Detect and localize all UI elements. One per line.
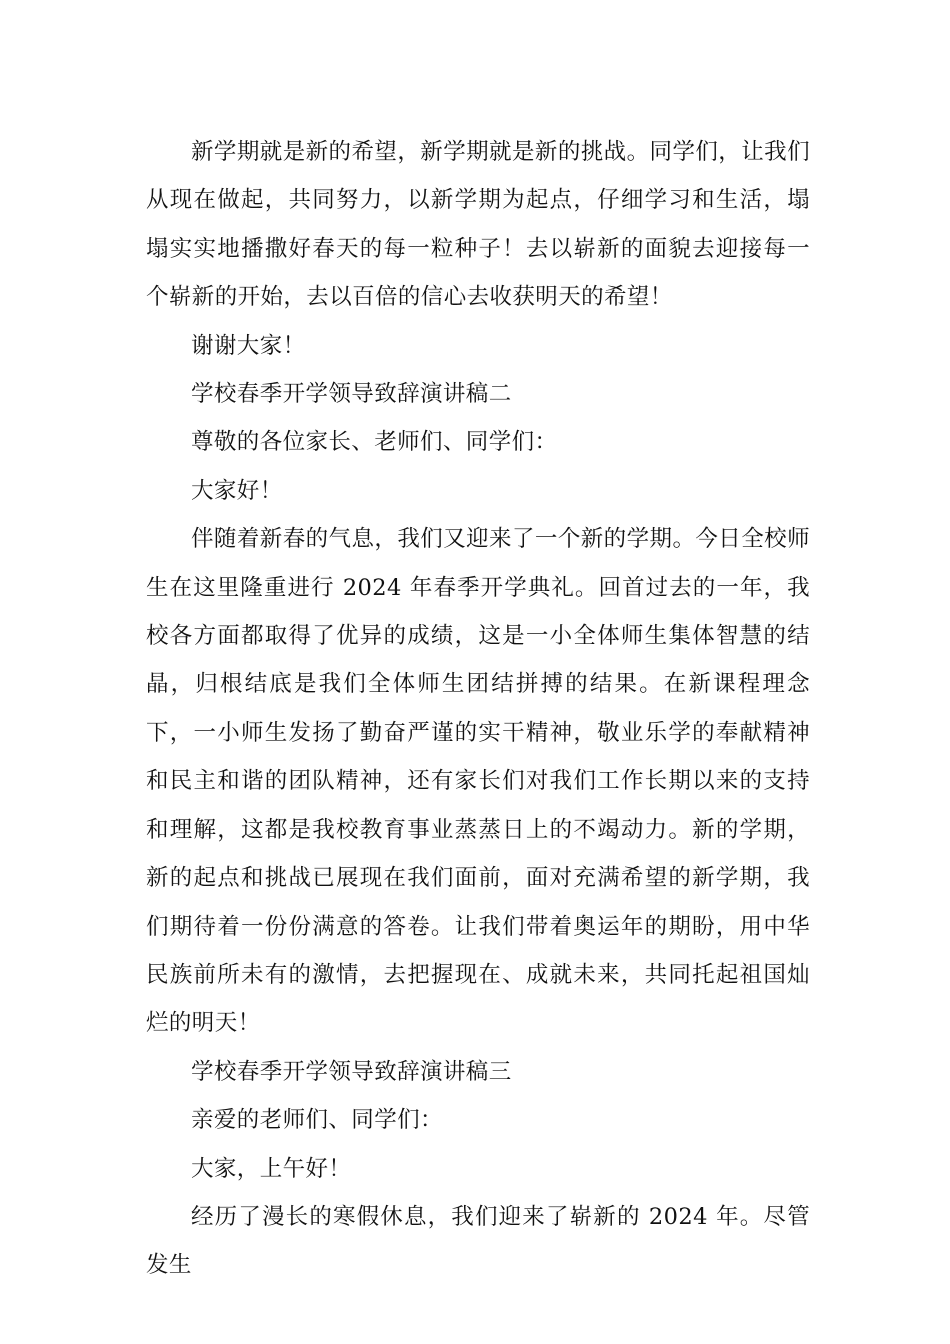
closing-paragraph: 新学期就是新的希望，新学期就是新的挑战。同学们，让我们从现在做起，共同努力，以新学期为起点，仔细学习和生活，塌塌实实地播撒好春天的每一粒种子！去以崭新的面貌去迎接每一个崭新的开始，去以百倍的信心去收获明天的希望！	[146, 139, 810, 311]
speech-three-greeting: 大家，上午好！	[191, 1155, 352, 1182]
speech-three-salutation: 亲爱的老师们、同学们：	[191, 1107, 443, 1134]
speech-three-body: 经历了漫长的寒假休息，我们迎来了崭新的 2024 年。尽管发生	[146, 1203, 810, 1279]
speech-two-greeting: 大家好！	[191, 477, 283, 504]
speech-two-title: 学校春季开学领导致辞演讲稿二	[191, 381, 512, 408]
speech-three-title: 学校春季开学领导致辞演讲稿三	[191, 1058, 512, 1085]
thanks-line: 谢谢大家！	[191, 332, 306, 359]
document-body	[146, 128, 810, 1290]
speech-two-body: 伴随着新春的气息，我们又迎来了一个新的学期。今日全校师生在这里隆重进行 2024 年春季开学典礼。回首过去的一年，我校各方面都取得了优异的成绩，这是一小全体师生集体智慧的结晶，归根结底是我们全体师生团结拼搏的结果。在新课程理念下，一小师生发扬了勤奋严谨的实干精神，敬业乐学的奉献精神和民主和谐的团队精神，还有家长们对我们工作长期以来的支持和理解，这都是我校教育事业蒸蒸日上的不竭动力。新的学期，新的起点和挑战已展现在我们面前，面对充满希望的新学期，我们期待着一份份满意的答卷。让我们带着奥运年的期盼，用中华民族前所未有的激情，去把握现在、成就未来，共同托起祖国灿烂的明天！	[146, 526, 810, 1037]
speech-two-salutation: 尊敬的各位家长、老师们、同学们：	[191, 429, 558, 456]
